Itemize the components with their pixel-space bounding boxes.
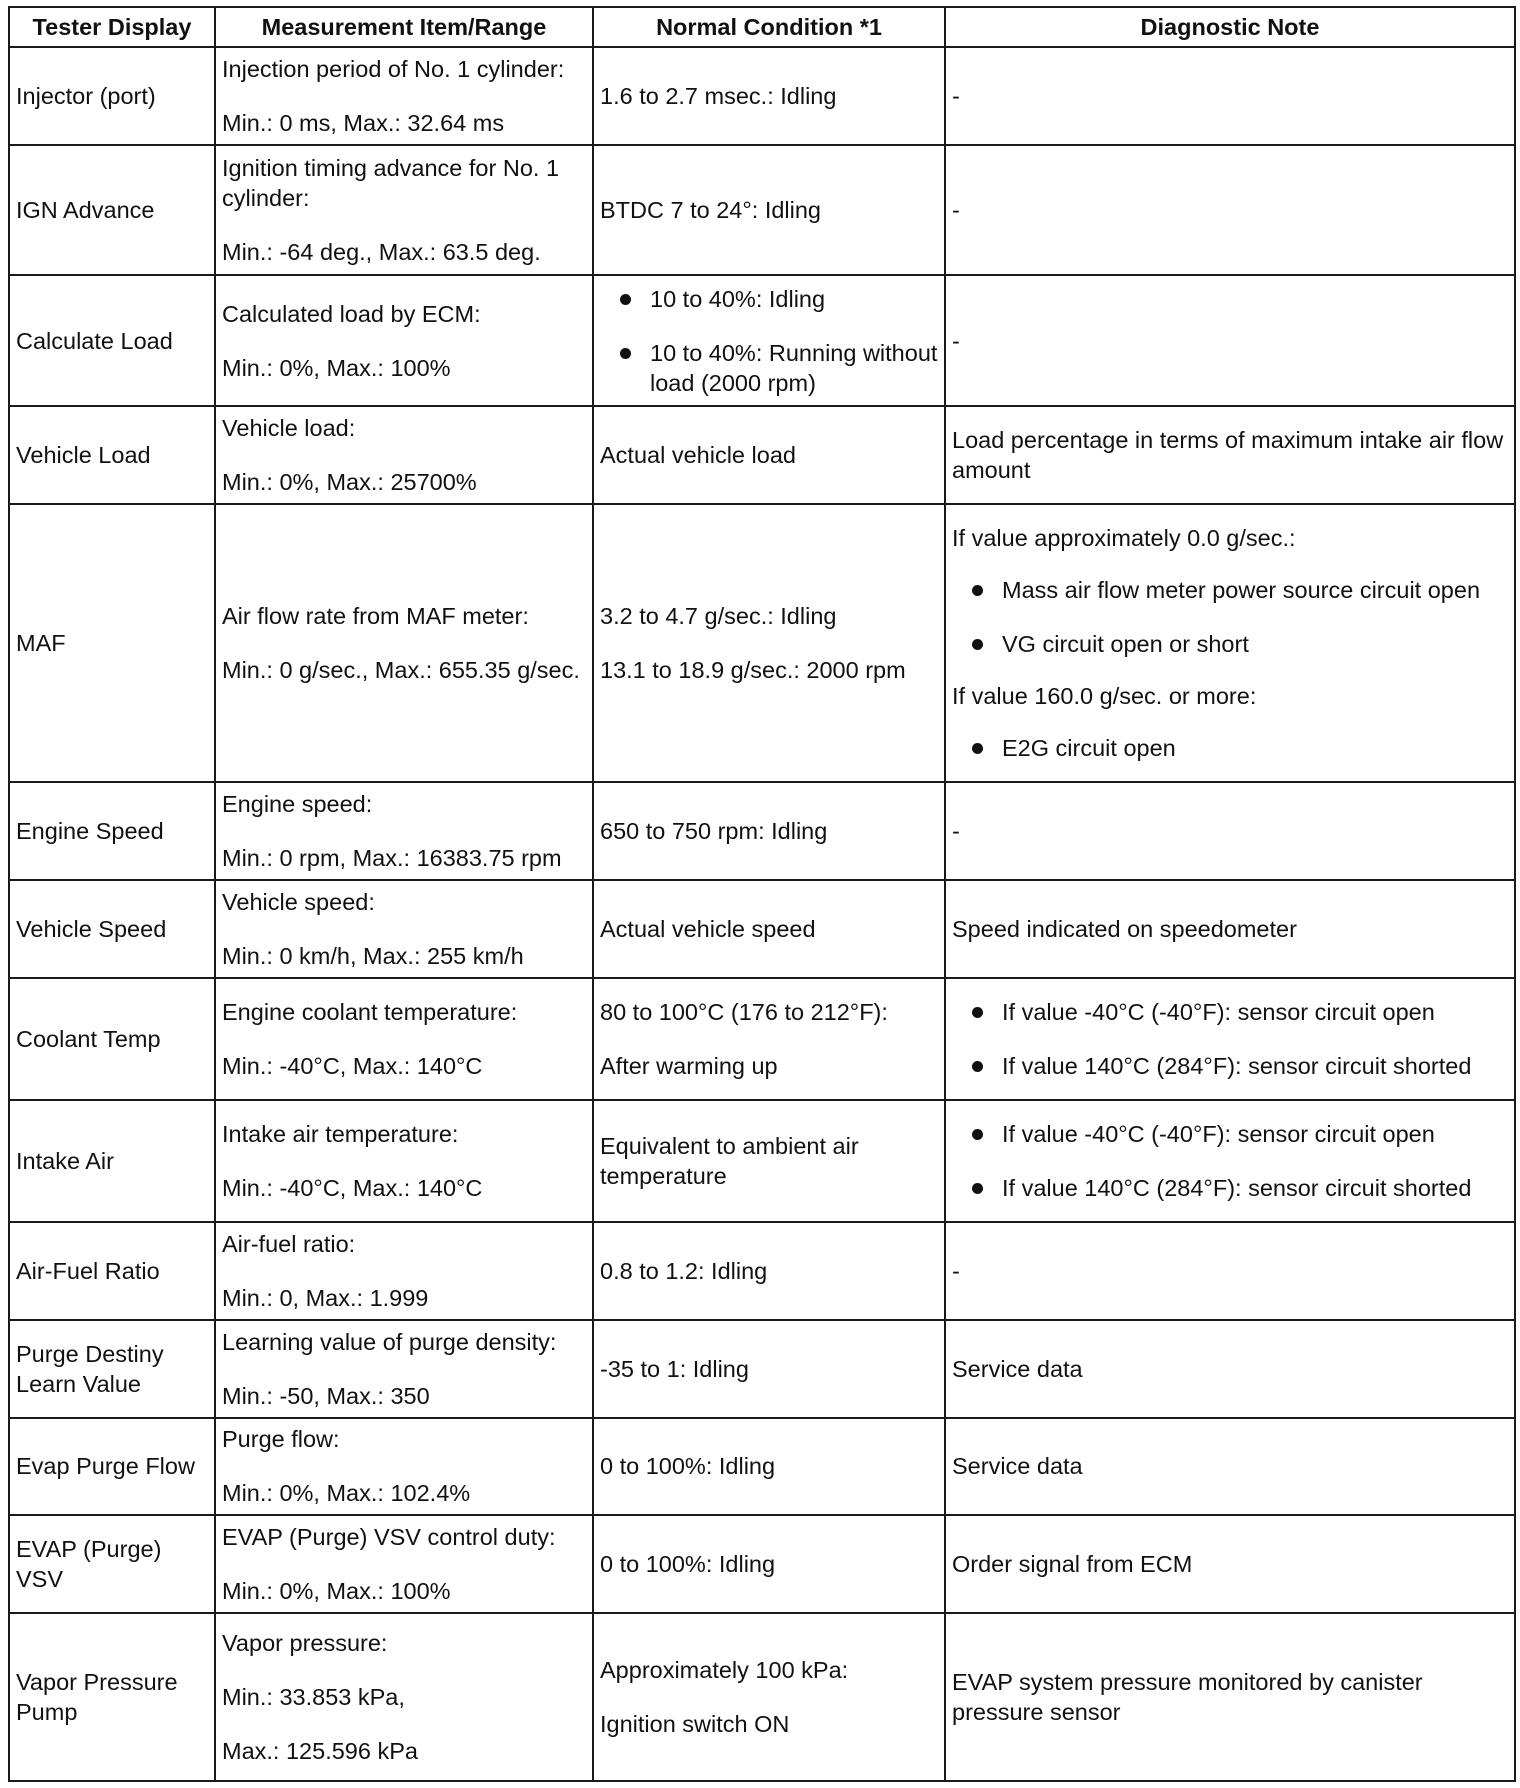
measurement-cell: Ignition timing advance for No. 1 cylinder: Min.: -64 deg., Max.: 63.5 deg.	[215, 145, 593, 276]
measurement-cell: Air flow rate from MAF meter: Min.: 0 g/sec., Max.: 655.35 g/sec.	[215, 504, 593, 782]
diagnostic-note-cell: EVAP system pressure monitored by canister pressure sensor	[945, 1613, 1515, 1781]
header-row	[9, 7, 1515, 47]
header-tester-display: Tester Display	[9, 7, 215, 47]
diagnostic-note-cell: -	[945, 145, 1515, 276]
list-item: Mass air flow meter power source circuit open	[952, 575, 1508, 605]
normal-condition-cell: 0 to 100%: Idling	[593, 1418, 945, 1516]
normal-condition-cell: Approximately 100 kPa: Ignition switch ON	[593, 1613, 945, 1781]
measurement-cell: Engine coolant temperature: Min.: -40°C, Max.: 140°C	[215, 978, 593, 1100]
measurement-cell: Vehicle load: Min.: 0%, Max.: 25700%	[215, 406, 593, 504]
normal-condition-cell: Actual vehicle speed	[593, 880, 945, 978]
table-row	[9, 1222, 1515, 1320]
diagnostic-note-cell: -	[945, 47, 1515, 145]
measurement-cell: Injection period of No. 1 cylinder: Min.: 0 ms, Max.: 32.64 ms	[215, 47, 593, 145]
diagnostic-note-cell: -	[945, 782, 1515, 880]
normal-condition-cell: Equivalent to ambient air temperature	[593, 1100, 945, 1222]
measurement-cell: Vapor pressure: Min.: 33.853 kPa, Max.: 125.596 kPa	[215, 1613, 593, 1781]
measurement-cell: EVAP (Purge) VSV control duty: Min.: 0%, Max.: 100%	[215, 1515, 593, 1613]
tester-display-cell: Evap Purge Flow	[9, 1418, 215, 1516]
table-row	[9, 1515, 1515, 1613]
table-row	[9, 782, 1515, 880]
tester-display-cell: MAF	[9, 504, 215, 782]
list-item: If value 140°C (284°F): sensor circuit shorted	[952, 1173, 1508, 1203]
tester-display-cell: Calculate Load	[9, 275, 215, 406]
tester-display-cell: Purge Destiny Learn Value	[9, 1320, 215, 1418]
table-row	[9, 406, 1515, 504]
table-row	[9, 880, 1515, 978]
tester-display-cell: Engine Speed	[9, 782, 215, 880]
normal-condition-cell: 3.2 to 4.7 g/sec.: Idling 13.1 to 18.9 g/sec.: 2000 rpm	[593, 504, 945, 782]
tester-display-cell: Intake Air	[9, 1100, 215, 1222]
table-row	[9, 275, 1515, 406]
normal-condition-cell: 80 to 100°C (176 to 212°F): After warming up	[593, 978, 945, 1100]
table-row	[9, 1320, 1515, 1418]
bullet-list	[952, 575, 1508, 659]
table-row	[9, 47, 1515, 145]
tester-display-cell: Coolant Temp	[9, 978, 215, 1100]
normal-condition-cell: 0 to 100%: Idling	[593, 1515, 945, 1613]
normal-condition-cell: BTDC 7 to 24°: Idling	[593, 145, 945, 276]
table-row	[9, 145, 1515, 276]
measurement-cell: Calculated load by ECM: Min.: 0%, Max.: 100%	[215, 275, 593, 406]
tester-display-cell: Vehicle Speed	[9, 880, 215, 978]
table-row	[9, 1613, 1515, 1781]
list-item: If value -40°C (-40°F): sensor circuit open	[952, 997, 1508, 1027]
bullet-list	[952, 1119, 1508, 1203]
normal-condition-cell: Actual vehicle load	[593, 406, 945, 504]
normal-condition-cell: 1.6 to 2.7 msec.: Idling	[593, 47, 945, 145]
diagnostic-note-cell: Speed indicated on speedometer	[945, 880, 1515, 978]
measurement-cell: Intake air temperature: Min.: -40°C, Max.: 140°C	[215, 1100, 593, 1222]
list-item: 10 to 40%: Idling	[600, 284, 938, 314]
list-item: If value -40°C (-40°F): sensor circuit open	[952, 1119, 1508, 1149]
diagnostic-note-cell: -	[945, 1222, 1515, 1320]
normal-condition-cell: -35 to 1: Idling	[593, 1320, 945, 1418]
diagnostic-note-cell	[945, 978, 1515, 1100]
measurement-cell: Engine speed: Min.: 0 rpm, Max.: 16383.75 rpm	[215, 782, 593, 880]
diagnostic-note-cell: Order signal from ECM	[945, 1515, 1515, 1613]
diagnostic-note-cell: If value approximately 0.0 g/sec.: Mass air flow meter power source circuit open VG circuit open or short If value 160.0 g/sec. or more: E2G circuit open	[945, 504, 1515, 782]
list-item: E2G circuit open	[952, 733, 1508, 763]
normal-condition-cell: 650 to 750 rpm: Idling	[593, 782, 945, 880]
bullet-list	[952, 733, 1508, 763]
measurement-cell: Air-fuel ratio: Min.: 0, Max.: 1.999	[215, 1222, 593, 1320]
diagnostic-note-cell: Load percentage in terms of maximum intake air flow amount	[945, 406, 1515, 504]
table-row	[9, 1100, 1515, 1222]
normal-condition-cell	[593, 275, 945, 406]
header-measurement: Measurement Item/Range	[215, 7, 593, 47]
table-row	[9, 1418, 1515, 1516]
data-list-table	[8, 6, 1516, 1782]
list-item: 10 to 40%: Running without load (2000 rpm)	[600, 338, 938, 398]
list-item: VG circuit open or short	[952, 629, 1508, 659]
bullet-list	[952, 997, 1508, 1081]
diagnostic-note-cell: -	[945, 275, 1515, 406]
measurement-cell: Vehicle speed: Min.: 0 km/h, Max.: 255 km/h	[215, 880, 593, 978]
tester-display-cell: Air-Fuel Ratio	[9, 1222, 215, 1320]
header-normal-condition: Normal Condition *1	[593, 7, 945, 47]
tester-display-cell: Vehicle Load	[9, 406, 215, 504]
normal-condition-cell: 0.8 to 1.2: Idling	[593, 1222, 945, 1320]
table-row	[9, 978, 1515, 1100]
tester-display-cell: Vapor Pressure Pump	[9, 1613, 215, 1781]
header-diagnostic-note: Diagnostic Note	[945, 7, 1515, 47]
measurement-cell: Purge flow: Min.: 0%, Max.: 102.4%	[215, 1418, 593, 1516]
list-item: If value 140°C (284°F): sensor circuit shorted	[952, 1051, 1508, 1081]
table-row	[9, 504, 1515, 782]
diagnostic-note-cell: Service data	[945, 1418, 1515, 1516]
tester-display-cell: IGN Advance	[9, 145, 215, 276]
tester-display-cell: EVAP (Purge) VSV	[9, 1515, 215, 1613]
diagnostic-note-cell	[945, 1100, 1515, 1222]
measurement-cell: Learning value of purge density: Min.: -50, Max.: 350	[215, 1320, 593, 1418]
diagnostic-note-cell: Service data	[945, 1320, 1515, 1418]
bullet-list	[600, 284, 938, 398]
tester-display-cell: Injector (port)	[9, 47, 215, 145]
